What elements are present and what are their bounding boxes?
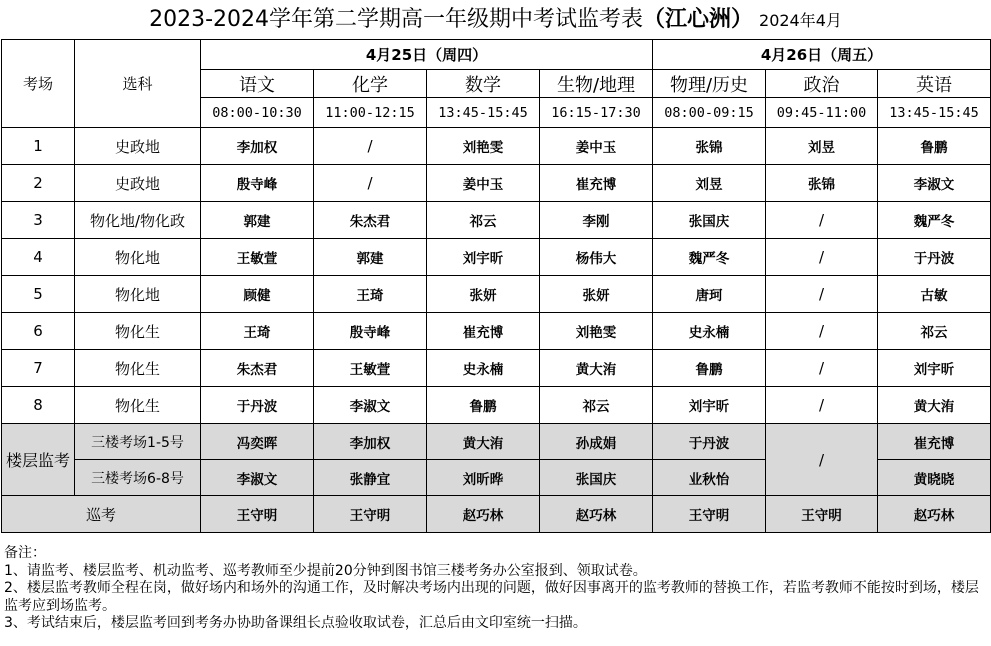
table-row [2,128,991,165]
patrol-cell: 王守明 [314,496,427,533]
elective-cell: 史政地 [75,165,201,202]
subject-header: 数学 [427,70,540,98]
floor-name: 三楼考场6-8号 [75,460,201,496]
proctor-cell: 祁云 [427,202,540,239]
proctor-cell: / [766,239,878,276]
patrol-label: 巡考 [2,496,201,533]
floor-proctor-cell: 于丹波 [653,424,766,460]
room-number: 6 [2,313,75,350]
floor-proctor-cell: 张静宜 [314,460,427,496]
proctor-cell: 刘艳雯 [540,313,653,350]
proctor-cell: 刘宇昕 [427,239,540,276]
time-header: 13:45-15:45 [427,98,540,128]
patrol-row [2,496,991,533]
proctor-cell: 姜中玉 [540,128,653,165]
proctor-cell: 朱杰君 [201,350,314,387]
note-item: 3、考试结束后，楼层监考回到考务办协助备课组长点验收取试卷，汇总后由文印室统一扫描。 [4,615,587,631]
floor-politics-cell: / [766,424,878,496]
floor-label: 楼层监考 [2,424,75,496]
proctor-cell: 黄大洧 [878,387,991,424]
proctor-cell: 杨伟大 [540,239,653,276]
notes-heading: 备注： [4,545,46,561]
table-row [2,165,991,202]
proctor-cell: 祁云 [878,313,991,350]
proctor-cell: 李加权 [201,128,314,165]
floor-proctor-cell: 刘昕晔 [427,460,540,496]
elective-header: 选科 [75,40,201,128]
proctor-cell: 朱杰君 [314,202,427,239]
room-number: 4 [2,239,75,276]
elective-cell: 物化生 [75,350,201,387]
proctor-cell: 崔充博 [540,165,653,202]
proctor-cell: 王敏萱 [314,350,427,387]
floor-proctor-cell: 崔充博 [878,424,991,460]
title-month: 2024年4月 [759,11,842,30]
room-header: 考场 [2,40,75,128]
proctor-cell: 刘昱 [653,165,766,202]
proctor-cell: 于丹波 [201,387,314,424]
patrol-cell: 赵巧林 [878,496,991,533]
time-header: 08:00-10:30 [201,98,314,128]
proctor-cell: 唐珂 [653,276,766,313]
proctor-cell: 李淑文 [878,165,991,202]
proctor-cell: 姜中玉 [427,165,540,202]
proctor-cell: 崔充博 [427,313,540,350]
subject-header: 生物/地理 [540,70,653,98]
proctor-cell: 祁云 [540,387,653,424]
time-header: 13:45-15:45 [878,98,991,128]
proctor-cell: 刘艳雯 [427,128,540,165]
floor-proctor-cell: 黄晓晓 [878,460,991,496]
time-header: 16:15-17:30 [540,98,653,128]
proctor-cell: 郭建 [201,202,314,239]
time-header: 08:00-09:15 [653,98,766,128]
table-row [2,202,991,239]
floor-proctor-cell: 黄大洧 [427,424,540,460]
floor-proctor-cell: 孙成娟 [540,424,653,460]
proctor-cell: 王敏萱 [201,239,314,276]
subject-header: 物理/历史 [653,70,766,98]
note-item: 1、请监考、楼层监考、机动监考、巡考教师至少提前20分钟到图书馆三楼考务办公室报到、领取试卷。 [4,562,647,579]
proctor-cell: / [766,276,878,313]
floor-proctor-cell: 李淑文 [201,460,314,496]
floor-proctor-cell: 冯奕晖 [201,424,314,460]
proctor-cell: 魏严冬 [653,239,766,276]
elective-cell: 物化地 [75,239,201,276]
elective-cell: 史政地 [75,128,201,165]
day1-header: 4月25日（周四） [201,40,653,70]
floor-proctor-cell: 业秋怡 [653,460,766,496]
proctor-cell: 王琦 [314,276,427,313]
time-header: 09:45-11:00 [766,98,878,128]
proctor-cell: 李淑文 [314,387,427,424]
floor-proctor-cell: 李加权 [314,424,427,460]
room-number: 7 [2,350,75,387]
proctor-cell: 史永楠 [427,350,540,387]
proctor-cell: 顾健 [201,276,314,313]
elective-cell: 物化生 [75,313,201,350]
proctor-cell: 于丹波 [878,239,991,276]
floor-row [2,424,991,460]
table-row [2,239,991,276]
proctor-cell: 王琦 [201,313,314,350]
proctor-cell: 张妍 [540,276,653,313]
floor-proctor-cell: 张国庆 [540,460,653,496]
room-number: 8 [2,387,75,424]
elective-cell: 物化地/物化政 [75,202,201,239]
notes [4,545,988,633]
proctor-cell: 鲁鹏 [653,350,766,387]
note-item: 2、楼层监考教师全程在岗，做好场内和场外的沟通工作，及时解决考场内出现的问题，做好因事离开的监考教师的替换工作，若监考教师不能按时到场，楼层监考应到场监考。 [4,580,979,614]
table-row [2,350,991,387]
table-row [2,313,991,350]
patrol-cell: 赵巧林 [540,496,653,533]
proctor-cell: 张锦 [766,165,878,202]
proctor-cell: 李刚 [540,202,653,239]
schedule-table [1,39,991,533]
proctor-cell: 郭建 [314,239,427,276]
table-row [2,276,991,313]
proctor-cell: 刘宇昕 [653,387,766,424]
patrol-cell: 赵巧林 [427,496,540,533]
proctor-cell: 魏严冬 [878,202,991,239]
title-main: 2023-2024学年第二学期高一年级期中考试监考表 [149,7,643,32]
elective-cell: 物化地 [75,276,201,313]
proctor-cell: 张国庆 [653,202,766,239]
proctor-cell: / [766,387,878,424]
proctor-cell: 鲁鹏 [878,128,991,165]
proctor-cell: 张锦 [653,128,766,165]
proctor-cell: 张妍 [427,276,540,313]
patrol-cell: 王守明 [653,496,766,533]
room-number: 5 [2,276,75,313]
proctor-cell: / [766,313,878,350]
room-number: 2 [2,165,75,202]
proctor-cell: / [766,350,878,387]
table-row [2,387,991,424]
proctor-cell: 古敏 [878,276,991,313]
subject-header: 语文 [201,70,314,98]
proctor-cell: 鲁鹏 [427,387,540,424]
room-number: 3 [2,202,75,239]
day2-header: 4月26日（周五） [653,40,991,70]
proctor-cell: 史永楠 [653,313,766,350]
proctor-cell: 殷寺峰 [314,313,427,350]
proctor-cell: / [766,202,878,239]
elective-cell: 物化生 [75,387,201,424]
proctor-cell: 黄大洧 [540,350,653,387]
proctor-cell: 刘宇昕 [878,350,991,387]
proctor-cell: 刘昱 [766,128,878,165]
proctor-cell: / [314,128,427,165]
page-title [0,0,991,38]
subject-header: 化学 [314,70,427,98]
patrol-cell: 王守明 [201,496,314,533]
subject-header: 英语 [878,70,991,98]
proctor-cell: 殷寺峰 [201,165,314,202]
patrol-cell: 王守明 [766,496,878,533]
floor-name: 三楼考场1-5号 [75,424,201,460]
room-number: 1 [2,128,75,165]
subject-header: 政治 [766,70,878,98]
time-header: 11:00-12:15 [314,98,427,128]
proctor-cell: / [314,165,427,202]
title-campus: （江心洲） [643,7,754,32]
